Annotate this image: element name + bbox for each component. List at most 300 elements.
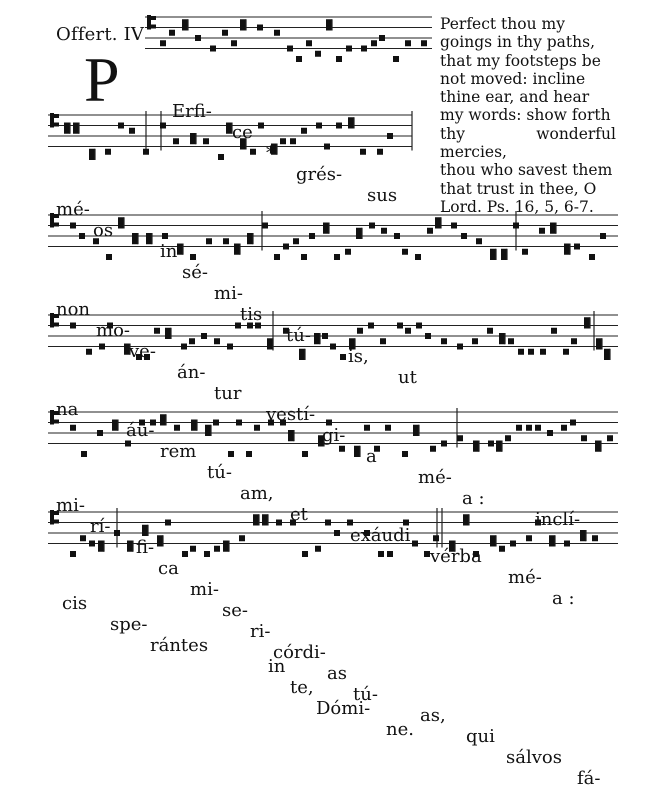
neume-note <box>309 233 315 239</box>
syllable: fá- <box>577 768 601 789</box>
neume-note <box>580 530 586 536</box>
neume-note <box>246 451 252 457</box>
neume-note <box>369 223 375 229</box>
neume-note <box>274 30 280 36</box>
neume-note <box>518 349 524 355</box>
neume-note <box>368 323 374 329</box>
syllable: se- <box>222 600 248 621</box>
neume-note <box>397 323 403 329</box>
neume-note <box>114 530 120 536</box>
neume-note <box>564 541 570 547</box>
neume-note <box>274 254 280 260</box>
c-clef-icon <box>147 15 151 30</box>
syllable: cis <box>62 593 88 614</box>
translation-line: that trust in thee, O <box>440 179 597 198</box>
neume-note <box>413 425 419 431</box>
neume-note <box>283 244 289 250</box>
neume-note <box>505 435 511 441</box>
neume-note <box>276 520 282 526</box>
neume-note <box>73 123 79 129</box>
neume-note <box>218 154 224 160</box>
neume-note <box>227 344 233 350</box>
neume-note <box>339 446 345 452</box>
neume-note <box>360 149 366 155</box>
neume-note <box>330 344 336 350</box>
neume-note <box>345 249 351 255</box>
syllable: os <box>93 220 114 241</box>
neume-note <box>539 228 545 234</box>
neume-note <box>80 535 86 541</box>
neume-note <box>435 217 441 223</box>
neume-note <box>160 420 166 426</box>
syllable: áu- <box>126 420 155 441</box>
neume-note <box>70 551 76 557</box>
neume-note <box>421 40 427 46</box>
neume-note <box>98 546 104 552</box>
neume-note <box>496 441 502 447</box>
syllable: ca <box>158 558 179 579</box>
neume-note <box>253 520 259 526</box>
neume-note <box>501 254 507 260</box>
neume-note <box>204 551 210 557</box>
syllable: tú- <box>353 684 378 705</box>
syllable: sus <box>367 185 398 206</box>
neume-note <box>354 446 360 452</box>
neume-note <box>70 223 76 229</box>
neume-note <box>165 328 171 334</box>
neume-note <box>206 238 212 244</box>
neume-note <box>112 420 118 426</box>
neume-note <box>118 123 124 129</box>
syllable: am, <box>240 483 274 504</box>
neume-note <box>540 349 546 355</box>
c-clef-icon <box>50 510 54 525</box>
neume-note <box>604 349 610 355</box>
neume-note <box>191 420 197 426</box>
c-clef-icon <box>54 123 59 127</box>
neume-note <box>157 535 163 541</box>
neume-note <box>508 338 514 344</box>
neume-note <box>210 46 216 52</box>
neume-note <box>240 25 246 31</box>
c-clef-icon <box>50 113 54 128</box>
neume-note <box>129 128 135 134</box>
neume-note <box>267 338 273 344</box>
syllable: fi- <box>136 537 155 558</box>
neume-note <box>415 254 421 260</box>
neume-note <box>70 323 76 329</box>
neume-note <box>98 541 104 547</box>
neume-note <box>70 425 76 431</box>
neume-note <box>127 546 133 552</box>
neume-note <box>89 149 95 155</box>
neume-note <box>223 238 229 244</box>
neume-note <box>222 30 228 36</box>
neume-note <box>97 430 103 436</box>
syllable: Dómi- <box>316 698 371 719</box>
translation-line: my words: show forth <box>440 106 611 125</box>
neume-note <box>451 223 457 229</box>
syllable: ne. <box>386 719 414 740</box>
neume-note <box>177 244 183 250</box>
translation-line: that my footsteps be <box>440 51 601 70</box>
syllable: inclí- <box>535 509 581 530</box>
neume-note <box>430 446 436 452</box>
neume-note <box>499 333 505 339</box>
neume-note <box>499 338 505 344</box>
neume-note <box>596 344 602 350</box>
offertory-label: Offert. IV <box>56 24 145 45</box>
neume-note <box>190 254 196 260</box>
neume-note <box>280 138 286 144</box>
neume-note <box>86 349 92 355</box>
neume-note <box>570 420 576 426</box>
neume-note <box>231 40 237 46</box>
neume-note <box>112 425 118 431</box>
neume-note <box>79 233 85 239</box>
neume-note <box>571 338 577 344</box>
neume-note <box>563 349 569 355</box>
syllable: córdi- <box>273 642 326 663</box>
neume-note <box>526 425 532 431</box>
neume-note <box>490 249 496 255</box>
neume-note <box>190 138 196 144</box>
neume-note <box>214 546 220 552</box>
neume-note <box>315 546 321 552</box>
syllable: qui <box>466 726 495 747</box>
neume-note <box>64 123 70 129</box>
neume-note <box>253 514 259 520</box>
neume-note <box>73 128 79 134</box>
syllable: rántes <box>150 635 209 656</box>
neume-note <box>160 414 166 420</box>
neume-note <box>240 19 246 25</box>
neume-note <box>364 425 370 431</box>
neume-note <box>580 535 586 541</box>
neume-note <box>441 441 447 447</box>
neume-note <box>157 541 163 547</box>
neume-note <box>381 228 387 234</box>
syllable: ri- <box>250 621 271 642</box>
syllable: ce <box>232 122 253 143</box>
neume-note <box>169 30 175 36</box>
neume-note <box>325 520 331 526</box>
neume-note <box>190 133 196 139</box>
neume-note <box>181 344 187 350</box>
neume-note <box>549 541 555 547</box>
neume-note <box>526 535 532 541</box>
neume-note <box>236 420 242 426</box>
syllable: mo- <box>96 320 130 341</box>
neume-note <box>427 228 433 234</box>
neume-note <box>476 238 482 244</box>
neume-note <box>205 430 211 436</box>
neume-note <box>405 40 411 46</box>
neume-note <box>177 249 183 255</box>
syllable: rem <box>160 441 197 462</box>
c-clef-icon <box>54 520 59 524</box>
neume-note <box>174 425 180 431</box>
neume-note <box>105 149 111 155</box>
neume-note <box>490 535 496 541</box>
neume-note <box>258 123 264 129</box>
syllable: grés- <box>296 164 343 185</box>
neume-note <box>165 520 171 526</box>
syllable: in <box>268 656 286 677</box>
neume-note <box>326 25 332 31</box>
syllable: vestí- <box>266 404 316 425</box>
neume-note <box>99 344 105 350</box>
neume-note <box>433 535 439 541</box>
syllable: exáudi <box>350 525 411 546</box>
neume-note <box>584 317 590 323</box>
c-clef-icon <box>151 16 156 20</box>
neume-note <box>385 425 391 431</box>
neume-note <box>290 138 296 144</box>
neume-note <box>287 46 293 52</box>
neume-note <box>595 446 601 452</box>
syllable: te, <box>290 677 314 698</box>
neume-note <box>357 328 363 334</box>
syllable: Erfi- <box>172 101 212 122</box>
neume-note <box>402 249 408 255</box>
neume-note <box>299 349 305 355</box>
neume-note <box>203 138 209 144</box>
syllable: tú- <box>286 325 311 346</box>
neume-note <box>356 233 362 239</box>
neume-note <box>214 338 220 344</box>
neume-note <box>334 254 340 260</box>
neume-note <box>501 249 507 255</box>
syllable: sé- <box>182 262 208 283</box>
neume-note <box>607 435 613 441</box>
neume-note <box>125 441 131 447</box>
neume-note <box>457 344 463 350</box>
neume-note <box>425 333 431 339</box>
neume-note <box>234 249 240 255</box>
neume-note <box>490 541 496 547</box>
neume-note <box>435 223 441 229</box>
translation-line: Lord. Ps. 16, 5, 6-7. <box>440 197 594 216</box>
neume-note <box>387 551 393 557</box>
neume-note <box>522 249 528 255</box>
syllable: a <box>366 446 377 467</box>
neume-note <box>326 19 332 25</box>
neume-note <box>205 425 211 431</box>
neume-note <box>314 338 320 344</box>
neume-note <box>473 446 479 452</box>
syllable: as <box>327 663 347 684</box>
neume-note <box>257 25 263 31</box>
neume-note <box>302 451 308 457</box>
syllable: tur <box>214 383 242 404</box>
neume-note <box>581 435 587 441</box>
drop-cap: P <box>84 44 120 115</box>
neume-note <box>371 40 377 46</box>
syllable: na <box>56 399 79 420</box>
neume-note <box>346 46 352 52</box>
neume-note <box>142 530 148 536</box>
neume-note <box>463 520 469 526</box>
translation-line: thine ear, and hear <box>440 88 590 107</box>
neume-note <box>380 338 386 344</box>
neume-note <box>182 551 188 557</box>
neume-note <box>89 154 95 160</box>
syllable: mi- <box>56 495 85 516</box>
syllable: ve- <box>129 341 156 362</box>
neume-note <box>378 551 384 557</box>
neume-note <box>561 425 567 431</box>
syllable: tú- <box>207 462 232 483</box>
neume-note <box>473 441 479 447</box>
neume-note <box>393 56 399 62</box>
neume-note <box>250 149 256 155</box>
syllable: án- <box>177 362 206 383</box>
neume-note <box>348 123 354 129</box>
translation-line: thy wonderful mercies, <box>440 124 616 162</box>
neume-note <box>254 425 260 431</box>
neume-note <box>64 128 70 134</box>
neume-note <box>349 338 355 344</box>
neume-note <box>340 354 346 360</box>
syllable: mi- <box>214 283 243 304</box>
syllable: mi- <box>190 579 219 600</box>
neume-note <box>81 451 87 457</box>
neume-note <box>516 425 522 431</box>
neume-note <box>306 40 312 46</box>
neume-note <box>127 541 133 547</box>
c-clef-icon <box>50 213 54 228</box>
neume-note <box>118 223 124 229</box>
neume-note <box>146 233 152 239</box>
syllable: gi- <box>322 425 346 446</box>
syllable: et <box>290 504 308 525</box>
neume-note <box>595 441 601 447</box>
neume-note <box>413 430 419 436</box>
neume-note <box>293 238 299 244</box>
neume-note <box>405 328 411 334</box>
neume-note <box>513 223 519 229</box>
neume-note <box>461 233 467 239</box>
syllable: vérba <box>430 546 482 567</box>
neume-note <box>564 249 570 255</box>
neume-note <box>323 223 329 229</box>
neume-note <box>288 430 294 436</box>
neume-note <box>201 333 207 339</box>
neume-note <box>165 333 171 339</box>
neume-note <box>551 328 557 334</box>
c-clef-icon <box>54 114 59 118</box>
c-clef-icon <box>50 313 54 328</box>
syllable: tis <box>240 304 263 325</box>
neume-note <box>191 425 197 431</box>
neume-note <box>213 420 219 426</box>
c-clef-icon <box>50 410 54 425</box>
neume-note <box>356 228 362 234</box>
syllable: sálvos <box>506 747 562 768</box>
neume-note <box>550 223 556 229</box>
neume-note <box>589 254 595 260</box>
neume-note <box>160 123 166 129</box>
neume-note <box>296 56 302 62</box>
syllable: a : <box>552 588 575 609</box>
neume-note <box>228 451 234 457</box>
neume-note <box>416 323 422 329</box>
neume-note <box>89 541 95 547</box>
neume-note <box>223 546 229 552</box>
c-clef-icon <box>151 25 156 29</box>
neume-note <box>162 233 168 239</box>
neume-note <box>592 535 598 541</box>
neume-note <box>315 51 321 57</box>
neume-note <box>143 149 149 155</box>
neume-note <box>190 546 196 552</box>
neume-note <box>336 56 342 62</box>
neume-note <box>146 238 152 244</box>
syllable: spe- <box>110 614 148 635</box>
neume-note <box>547 430 553 436</box>
neume-note <box>106 254 112 260</box>
neume-note <box>596 338 602 344</box>
neume-note <box>223 541 229 547</box>
c-clef-icon <box>54 223 59 227</box>
syllable: mé- <box>56 199 90 220</box>
neume-note <box>323 228 329 234</box>
neume-note <box>142 525 148 531</box>
neume-note <box>441 338 447 344</box>
neume-note <box>314 333 320 339</box>
neume-note <box>387 133 393 139</box>
neume-note <box>301 254 307 260</box>
neume-note <box>160 40 166 46</box>
neume-note <box>528 349 534 355</box>
neume-note <box>173 138 179 144</box>
neume-note <box>302 551 308 557</box>
neume-note <box>550 228 556 234</box>
neume-note <box>262 514 268 520</box>
neume-note <box>354 451 360 457</box>
syllable: rí- <box>90 516 111 537</box>
neume-note <box>496 446 502 452</box>
neume-note <box>239 535 245 541</box>
neume-note <box>394 233 400 239</box>
neume-note <box>247 238 253 244</box>
neume-note <box>488 441 494 447</box>
neume-note <box>361 46 367 52</box>
neume-note <box>189 338 195 344</box>
neume-note <box>457 435 463 441</box>
neume-note <box>262 223 268 229</box>
neume-note <box>499 546 505 552</box>
neume-note <box>549 535 555 541</box>
neume-note <box>336 123 342 129</box>
neume-note <box>600 233 606 239</box>
neume-note <box>379 35 385 41</box>
neume-note <box>324 144 330 150</box>
neume-note <box>584 323 590 329</box>
neume-note <box>535 425 541 431</box>
neume-note <box>154 328 160 334</box>
neume-note <box>234 244 240 250</box>
neume-note <box>604 354 610 360</box>
syllable: a : <box>462 488 485 509</box>
neume-note <box>240 144 246 150</box>
syllable: mé- <box>418 467 452 488</box>
neume-note <box>322 333 328 339</box>
neume-note <box>247 233 253 239</box>
neume-note <box>301 128 307 134</box>
translation-line: Perfect thou my <box>440 15 565 33</box>
